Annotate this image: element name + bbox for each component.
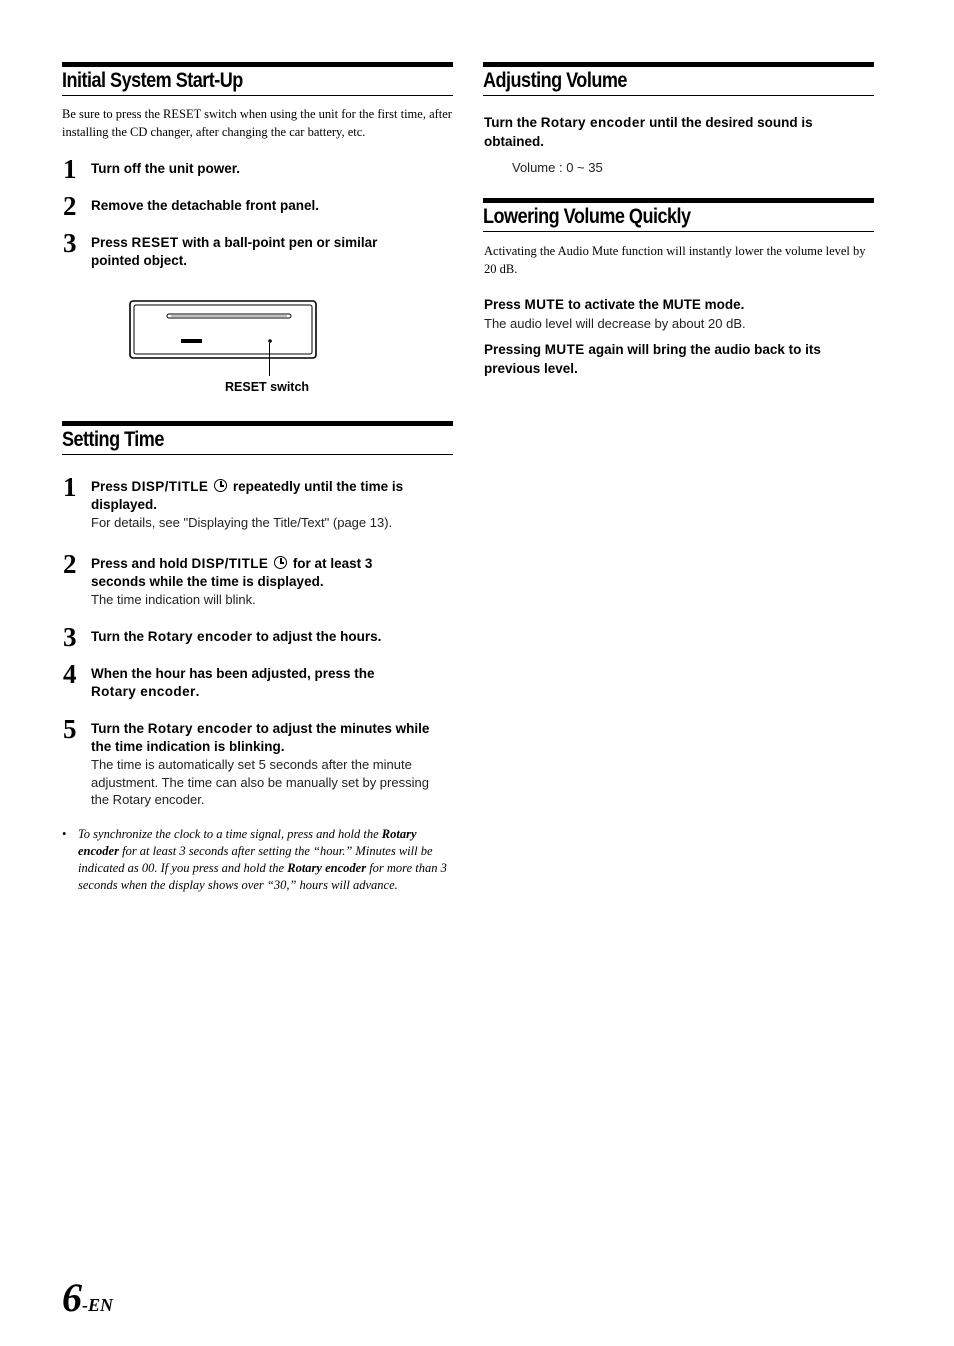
step-text: Turn off the unit power.: [91, 161, 240, 176]
step-number: 3: [63, 228, 77, 258]
step-number: 1: [63, 154, 77, 184]
note-text: To synchronize the clock to a time signal, press and hold the Rotary encoder for at least 3 seconds after setting the “hour.” Minutes will be indicated as 00. If you press and hold the Rotary encoder for more than 3 seconds when the display shows over “30,” hours will advance.: [78, 827, 447, 892]
step-text: Press and hold DISP/TITLE for at least 3 seconds while the time is displayed. The time indication will blink.: [91, 556, 373, 607]
reset-keyword: RESET: [131, 235, 179, 250]
note-bullet: •: [62, 827, 67, 841]
page-number: 6-EN: [62, 1275, 113, 1320]
mute-instruction-2: Pressing MUTE again will bring the audio back to its previous level.: [484, 342, 821, 376]
mute-instruction-1: Press MUTE to activate the MUTE mode. The audio level will decrease by about 20 dB.: [484, 297, 746, 331]
sync-note: [62, 826, 454, 894]
clock-icon: [214, 479, 227, 492]
reset-leader-line: [269, 343, 270, 376]
step-number: 1: [63, 472, 77, 502]
front-panel-illustration: [129, 300, 317, 360]
step-text: Remove the detachable front panel.: [91, 198, 320, 213]
step-number: 3: [63, 622, 77, 652]
clock-icon: [274, 556, 287, 569]
step-number: 5: [63, 714, 77, 744]
front-panel-drawing: [129, 300, 317, 360]
section-title-setting-time: Setting Time: [62, 421, 453, 455]
section-title-lowering-volume: Lowering Volume Quickly: [483, 198, 874, 232]
step-text: Turn the Rotary encoder to adjust the hours.: [91, 629, 382, 644]
volume-instruction: Turn the Rotary encoder until the desired sound is obtained.: [484, 115, 813, 149]
lowering-intro: Activating the Audio Mute function will instantly lower the volume level by 20 dB.: [484, 244, 866, 276]
step-text: Turn the Rotary encoder to adjust the minutes while the time indication is blinking. The time is automatically set 5 seconds after the minute adjustment. The time can also be manually set by pressing the Rotary encoder.: [91, 721, 430, 807]
step-number: 4: [63, 659, 77, 689]
step-number: 2: [63, 191, 77, 221]
volume-range: Volume : 0 ~ 35: [512, 160, 603, 175]
section-title-startup: Initial System Start-Up: [62, 62, 453, 96]
startup-intro: Be sure to press the RESET switch when using the unit for the first time, after installing the CD changer, after changing the car battery, etc.: [62, 107, 452, 139]
step-text: When the hour has been adjusted, press the Rotary encoder.: [91, 666, 375, 699]
step-text: Press DISP/TITLE repeatedly until the time is displayed. For details, see "Displaying the Title/Text" (page 13).: [91, 479, 404, 530]
step-text: Press RESET with a ball-point pen or similar pointed object.: [91, 235, 378, 268]
step-number: 2: [63, 549, 77, 579]
section-title-adjusting-volume: Adjusting Volume: [483, 62, 874, 96]
figure-caption: RESET switch: [225, 380, 310, 394]
